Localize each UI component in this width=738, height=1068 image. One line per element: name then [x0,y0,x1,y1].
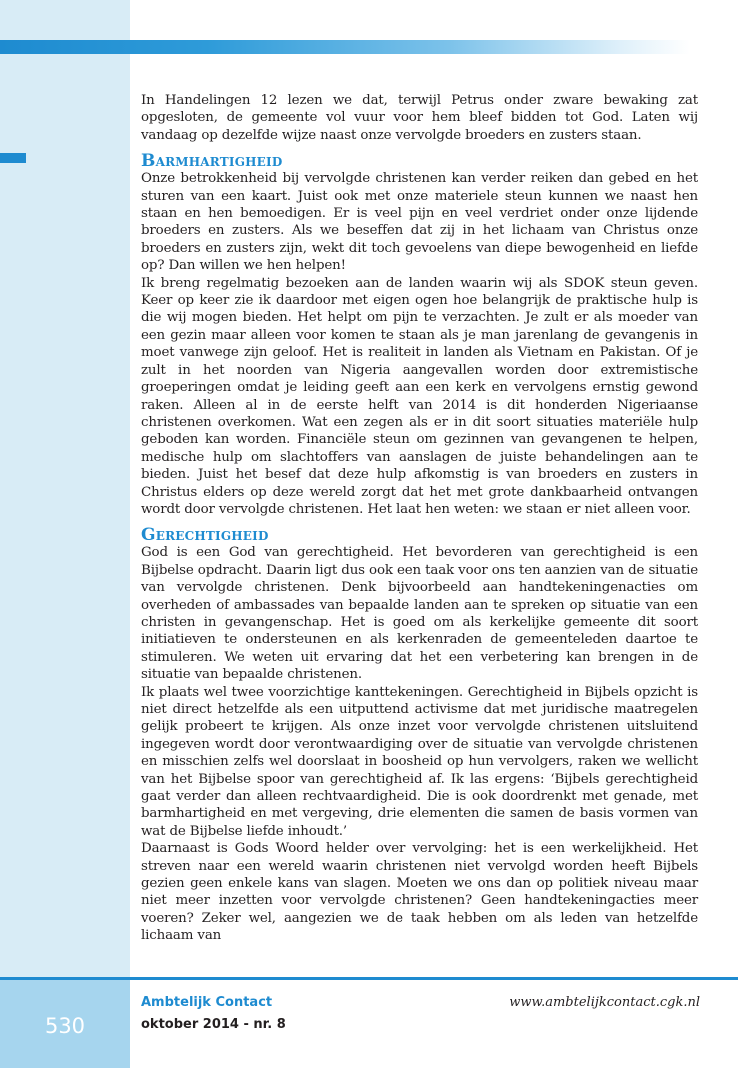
page-number: 530 [44,1014,86,1038]
paragraph: God is een God van gerechtigheid. Het bevorderen van gerechtigheid is een Bijbelse opdracht. Daarin ligt dus ook een taak voor ons ten aanzien van de situatie van vervolgde christenen. Denk bijvoorbeeld aan handtekeningenacties om overheden of ambassades van bepaalde landen aan te spreken op situatie van een christen in gevangenschap. Het is goed om als kerkelijke gemeente dit soort initiatieven te ondersteunen en als kerkenraden de gemeenteleden daartoe te stimuleren. We weten uit ervaring dat het een verbetering kan brengen in de situatie van bepaalde christenen. [141,545,698,683]
section-heading-gerechtigheid: Gerechtigheid [141,525,269,546]
paragraph: Daarnaast is Gods Woord helder over vervolging: het is een werkelijkheid. Het streven naar een wereld waarin christenen niet vervolgd worden heeft Bijbels gezien geen enkele kans van slagen. Moeten we ons dan op politiek niveau maar niet meer inzetten voor vervolgde christenen? Geen handtekeningacties meer voeren? Zeker wel, aangezien we de taak hebben om als leden van hetzelfde lichaam van [141,841,698,944]
paragraph: Ik plaats wel twee voorzichtige kanttekeningen. Gerechtigheid in Bijbels opzicht is niet direct hetzelfde als een uitputtend activisme dat met juridische maatregelen gelijk probeert te krijgen. Als onze inzet voor vervolgde christenen uitsluitend ingegeven wordt door verontwaardiging over de situatie van vervolgde christenen en misschien zelfs wel doorslaat in boosheid op hun vervolgers, raken we wellicht van het Bijbelse spoor van gerechtigheid af. Ik las ergens: ‘Bijbels gerechtigheid gaat verder dan alleen rechtvaardigheid. Die is ook doordrenkt met genade, met barmhartigheid en met vergeving, drie elementen die samen de basis vormen van wat de Bijbelse liefde inhoudt.’ [141,684,698,839]
article-body [141,92,698,945]
journal-title: Ambtelijk Contact [141,995,273,1010]
intro-paragraph: In Handelingen 12 lezen we dat, terwijl Petrus onder zware bewaking zat opgesloten, de gemeente vol vuur voor hem bleef bidden tot God. Laten wij vandaag op dezelfde wijze naast onze vervolgde broeders en zusters staan. [141,93,698,143]
side-marker [0,153,26,163]
top-gradient-bar [0,40,690,54]
paragraph: Onze betrokkenheid bij vervolgde christenen kan verder reiken dan gebed en het sturen van een kaart. Juist ook met onze materiele steun kunnen we naast hen staan en hen bemoedigen. Er is veel pijn en veel verdriet onder onze lijdende broeders en zusters. Als we beseffen dat zij in het lichaam van Christus onze broeders en zusters zijn, wekt dit toch gevoelens van diepe bewogenheid en liefde op? Dan willen we hen helpen! [141,171,698,274]
journal-url[interactable]: www.ambtelijkcontact.cgk.nl [509,995,700,1010]
paragraph: Ik breng regelmatig bezoeken aan de landen waarin wij als SDOK steun geven. Keer op keer zie ik daardoor met eigen ogen hoe belangrijk de praktische hulp is die wij mogen bieden. Het helpt om pijn te verzachten. Je zult er als moeder van een gezin maar alleen voor komen te staan als je man jarenlang de gevangenis in moet vanwege zijn geloof. Het is realiteit in landen als Vietnam en Pakistan. Of je zult in het noorden van Nigeria aangevallen worden door extremistische groeperingen omdat je leiding geeft aan een kerk en vervolgens ernstig gewond raken. Alleen al in de eerste helft van 2014 is dit honderden Nigeriaanse christenen overkomen. Wat een zegen als er in dit soort situaties materiële hulp geboden kan worden. Financiële steun om gezinnen van gevangenen te helpen, medische hulp om slachtoffers van aanslagen de juiste behandelingen aan te bieden. Juist het besef dat deze hulp afkomstig is van broeders en zusters in Christus elders op deze wereld zorgt dat het met grote dankbaarheid ontvangen wordt door vervolgde christenen. Het laat hen weten: we staan er niet alleen voor. [141,275,698,517]
section-heading-barmhartigheid: Barmhartigheid [141,151,283,172]
journal-issue: oktober 2014 - nr. 8 [141,1017,286,1032]
